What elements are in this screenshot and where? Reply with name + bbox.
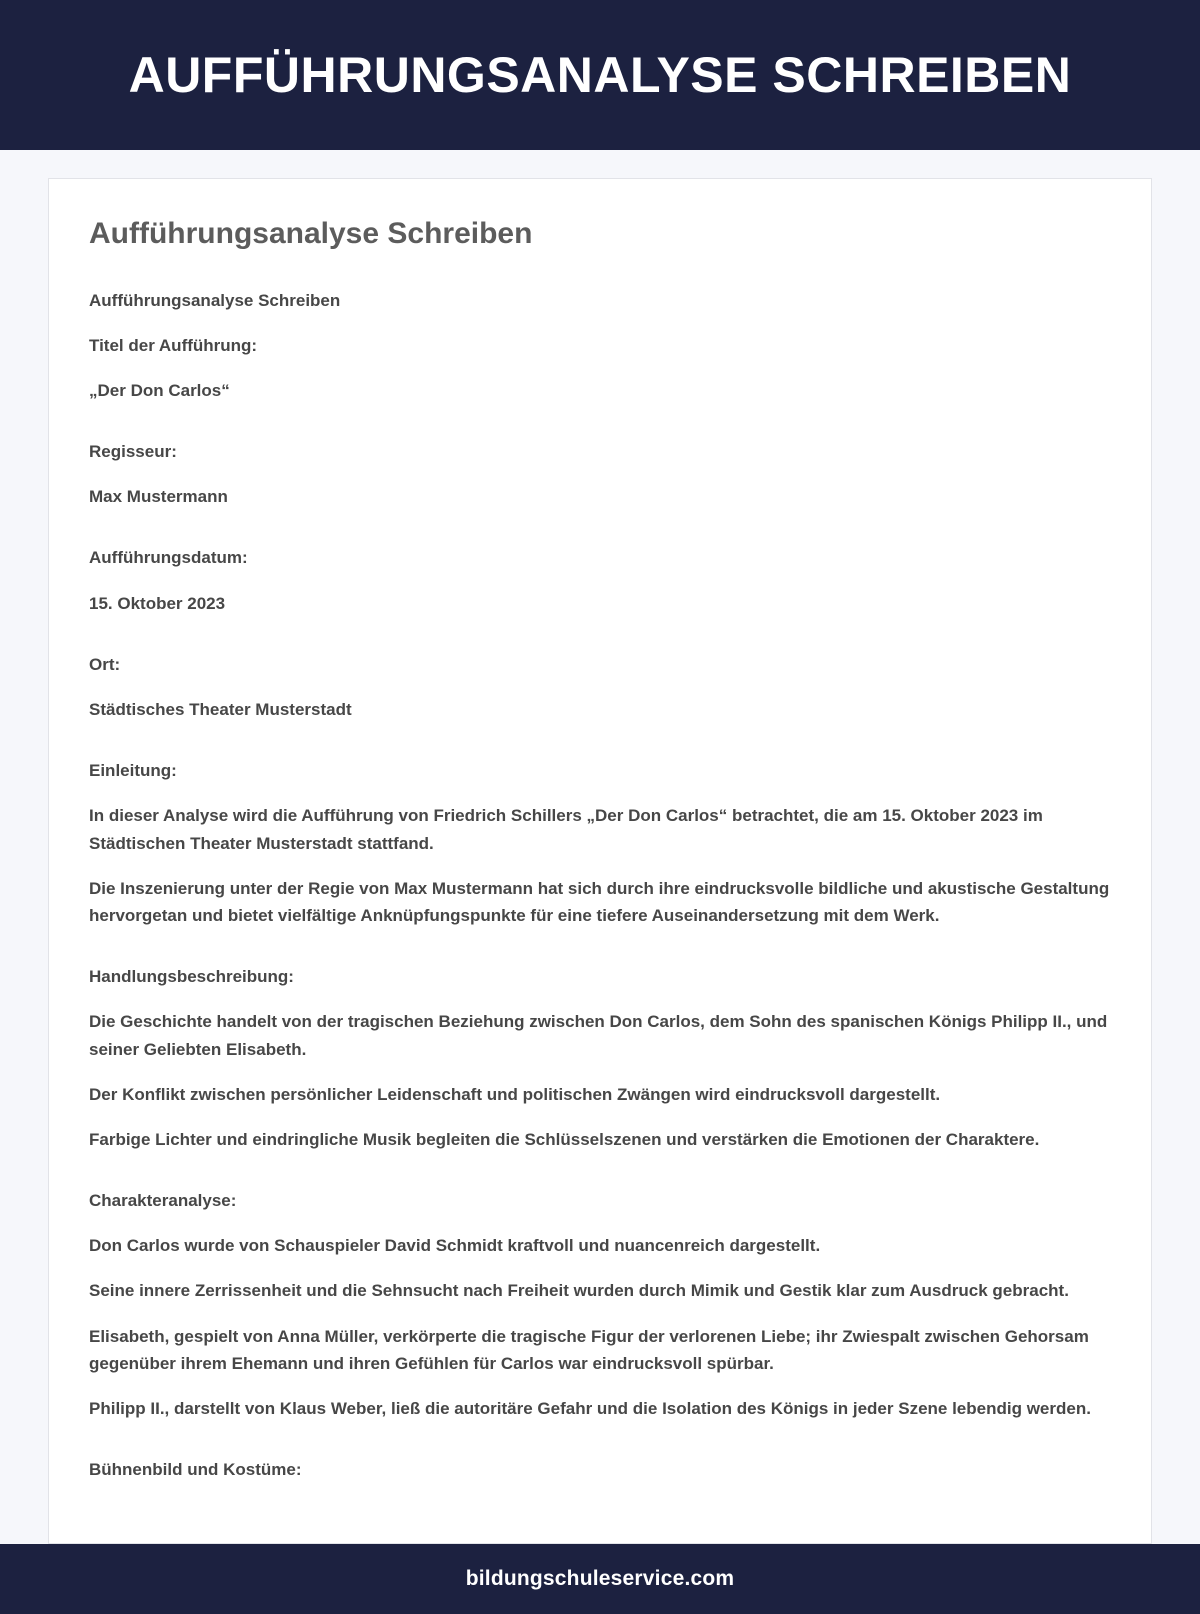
field-label-titel: Titel der Aufführung: — [89, 335, 258, 355]
page-title: AUFFÜHRUNGSANALYSE SCHREIBEN — [128, 46, 1072, 103]
paragraph-einleitung-2: Die Inszenierung unter der Regie von Max Mustermann hat sich durch ihre eindrucksvolle bildliche und akustische Gestaltung hervorgetan und bietet vielfältige Anknüpfungspunkte für eine tiefere Auseinandersetzung mit dem Werk. — [89, 878, 1110, 925]
section-heading-buehnenbild: Bühnenbild und Kostüme: — [89, 1460, 302, 1480]
main-content — [0, 150, 1200, 1544]
paragraph-einleitung-1: In dieser Analyse wird die Aufführung von Friedrich Schillers „Der Don Carlos“ betrachtet, die am 15. Oktober 2023 im Städtischen Theater Musterstadt stattfand. — [89, 806, 1043, 853]
article-card — [48, 178, 1152, 1544]
section-heading-einleitung: Einleitung: — [89, 761, 177, 781]
field-value-titel: „Der Don Carlos“ — [89, 380, 230, 400]
article-heading: Aufführungsanalyse Schreiben — [89, 217, 533, 250]
paragraph-charakter-3: Elisabeth, gespielt von Anna Müller, verkörperte die tragische Figur der verlorenen Liebe; ihr Zwiespalt zwischen Gehorsam gegenüber ihrem Ehemann und ihren Gefühlen für Carlos war eindrucksvoll spürbar. — [89, 1326, 1089, 1373]
footer-site-name: bildungschuleservice.com — [465, 1567, 735, 1591]
field-label-ort: Ort: — [89, 654, 121, 674]
field-label-datum: Aufführungsdatum: — [89, 548, 248, 568]
paragraph-handlung-3: Farbige Lichter und eindringliche Musik begleiten die Schlüsselszenen und verstärken die Emotionen der Charaktere. — [89, 1129, 1040, 1149]
section-heading-charakteranalyse: Charakteranalyse: — [89, 1191, 237, 1211]
site-masthead — [0, 0, 1200, 150]
field-value-regisseur: Max Mustermann — [89, 487, 228, 507]
paragraph-handlung-2: Der Konflikt zwischen persönlicher Leidenschaft und politischen Zwängen wird eindrucksvoll dargestellt. — [89, 1084, 941, 1104]
field-label-regisseur: Regisseur: — [89, 442, 177, 462]
paragraph-charakter-1: Don Carlos wurde von Schauspieler David Schmidt kraftvoll und nuancenreich dargestellt. — [89, 1236, 821, 1256]
field-value-datum: 15. Oktober 2023 — [89, 593, 226, 613]
section-heading-handlung: Handlungsbeschreibung: — [89, 967, 294, 987]
paragraph-charakter-4: Philipp II., darstellt von Klaus Weber, ließ die autoritäre Gefahr und die Isolation des Königs in jeder Szene lebendig werden. — [89, 1399, 1091, 1418]
article-body — [89, 287, 1111, 1484]
field-value-ort: Städtisches Theater Musterstadt — [89, 700, 352, 719]
site-footer — [0, 1544, 1200, 1614]
paragraph-handlung-1: Die Geschichte handelt von der tragischen Beziehung zwischen Don Carlos, dem Sohn des spanischen Königs Philipp II., und seiner Geliebten Elisabeth. — [89, 1012, 1108, 1059]
paragraph-charakter-2: Seine innere Zerrissenheit und die Sehnsucht nach Freiheit wurden durch Mimik und Gestik klar zum Ausdruck gebracht. — [89, 1281, 1069, 1301]
paragraph-intro-label: Aufführungsanalyse Schreiben — [89, 290, 341, 310]
